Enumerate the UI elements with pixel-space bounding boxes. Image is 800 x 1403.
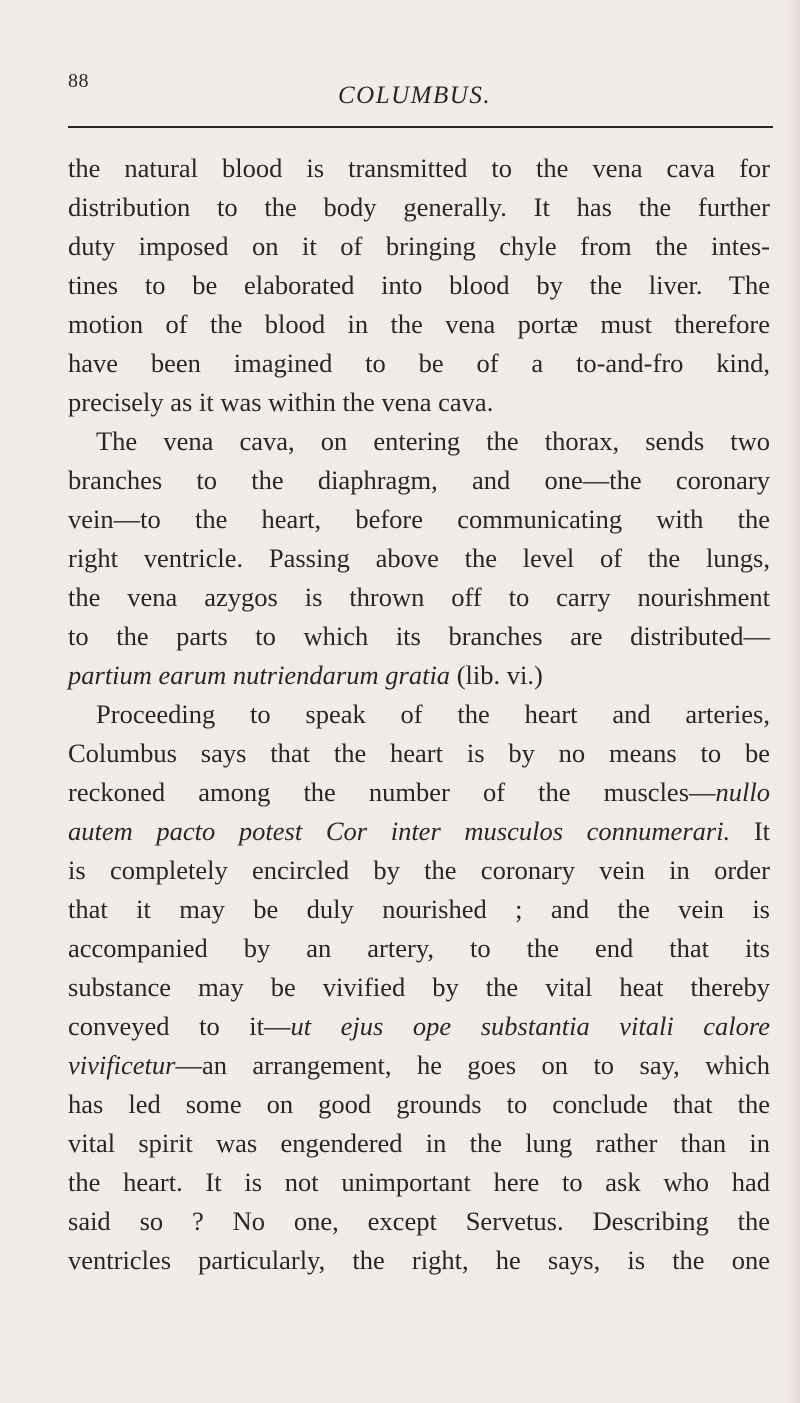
text-line: vital spirit was engendered in the lung rather than in (68, 1128, 770, 1158)
text-line: reckoned among the number of the muscles—nullo (68, 777, 770, 807)
header-rule (68, 126, 773, 128)
text-line: motion of the blood in the vena portæ must therefore (68, 309, 770, 339)
body-text (68, 149, 770, 1280)
text-line: has led some on good grounds to conclude that the (68, 1089, 770, 1119)
text-line: the natural blood is transmitted to the vena cava for (68, 153, 770, 183)
text-line: the heart. It is not unimportant here to ask who had (68, 1167, 770, 1197)
text-line: Columbus says that the heart is by no means to be (68, 738, 770, 768)
text-line: accompanied by an artery, to the end that its (68, 933, 770, 963)
running-head (68, 70, 778, 116)
running-title: COLUMBUS. (338, 82, 492, 109)
text-line: tines to be elaborated into blood by the liver. The (68, 270, 770, 300)
text-line: the vena azygos is thrown off to carry nourishment (68, 582, 770, 612)
text-line: right ventricle. Passing above the level of the lungs, (68, 543, 770, 573)
text-line: branches to the diaphragm, and one—the coronary (68, 465, 770, 495)
text-line: distribution to the body generally. It has the further (68, 192, 770, 222)
text-line-italic: vivificetur—an arrangement, he goes on to say, which (68, 1050, 770, 1080)
text-line: substance may be vivified by the vital heat thereby (68, 972, 770, 1002)
text-line: Proceeding to speak of the heart and arteries, (96, 699, 770, 729)
text-line: said so ? No one, except Servetus. Describing the (68, 1206, 770, 1236)
text-line-italic: partium earum nutriendarum gratia (lib. vi.) (68, 660, 543, 690)
text-line-italic: autem pacto potest Cor inter musculos connumerari. It (68, 816, 771, 846)
text-line: to the parts to which its branches are distributed— (68, 621, 770, 651)
text-line: ventricles particularly, the right, he says, is the one (68, 1245, 770, 1275)
text-line: duty imposed on it of bringing chyle from the intes- (68, 231, 770, 261)
text-line: vein—to the heart, before communicating with the (68, 504, 770, 534)
text-line: precisely as it was within the vena cava. (68, 387, 494, 417)
text-line: is completely encircled by the coronary vein in order (68, 855, 770, 885)
text-line: that it may be duly nourished ; and the vein is (68, 894, 770, 924)
text-line: have been imagined to be of a to-and-fro kind, (68, 348, 770, 378)
page-edge-shadow (786, 0, 800, 1403)
page-number: 88 (68, 70, 89, 92)
text-line: The vena cava, on entering the thorax, sends two (96, 426, 770, 456)
text-line-italic: conveyed to it—ut ejus ope substantia vitali calore (68, 1011, 771, 1041)
